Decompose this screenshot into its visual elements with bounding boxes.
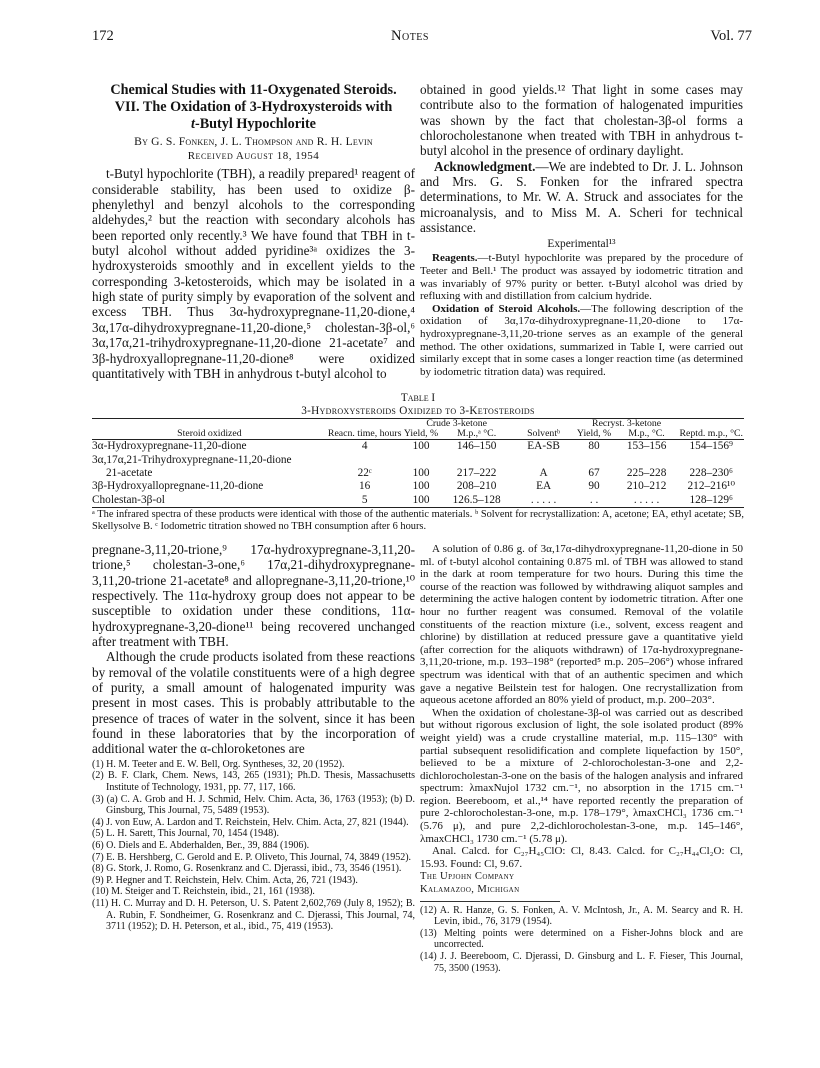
- table-cell-reptd: 212–216¹⁰: [687, 480, 735, 493]
- reference-item: (2) B. F. Clark, Chem. News, 143, 265 (1931); Ph.D. Thesis, Massachusetts Institute of Technology, 1931, pp. 77, 117, 166.: [92, 770, 415, 793]
- table-cell-mp: 146–150: [456, 440, 497, 453]
- reference-item: (11) H. C. Murray and D. H. Peterson, U. S. Patent 2,602,769 (July 8, 1952); B. A. Rubin, F. Sondheimer, G. Rosenkranz and C. Djerassi, This Journal, 74, 3711 (1952); D. H. Peterson, et al., ibid., 75, 419 (1953).: [92, 897, 415, 933]
- table-cell-solvent: A: [539, 467, 548, 479]
- table-cell-ryield: [573, 454, 614, 467]
- table-cell-yield: [403, 454, 440, 467]
- left-column-top: [92, 82, 415, 381]
- table-cell-solvent: [514, 454, 574, 467]
- table-cell-steroid: 3β-Hydroxyallopregnane-11,20-dione: [92, 480, 264, 493]
- table-cell-ryield: 67: [588, 467, 600, 479]
- table-cell-rmp: . . . . .: [633, 493, 660, 506]
- table-cell-ryield: . .: [589, 493, 599, 506]
- table-1: [92, 392, 744, 534]
- table-row: [92, 480, 744, 493]
- procedure-paragraph: A solution of 0.86 g. of 3α,17α-dihydroxypregnane-11,20-dione in 50 ml. of t-butyl alcohol containing 0.875 ml. of TBH was allowed to stand in the dark at room temperature for two hours. During this time the course of the reaction was followed by withdrawing aliquot samples and determining the active halogen content by iodometric titration. After one hour no further reagent was consumed. Removal of the volatile constituents of the reaction mixture (i.e., solvent, excess reagent and chlorine) by distillation at reduced pressure gave a quantitative yield (after correction for the aliquots withdrawn) of 17α-hydroxypregnane-3,11,20-trione, m.p. 193–198° (reported⁵ m.p. 205–206°) whose infrared spectrum was identical with that of an authentic specimen and which gave a negative Beilstein test for halogen. One recrystallization from aqueous acetone afforded an 80% yield of product, m.p. 200–203°.: [420, 543, 743, 707]
- acknowledgment: Acknowledgment.—We are indebted to Dr. J. L. Johnson and Mrs. G. S. Fonken for the infrared spectra determinations, to Mr. W. A. Struck and associates for the microanalysis, and to Miss M. A. Scheri for technical assistance.: [420, 158, 743, 236]
- page-number: 172: [92, 28, 114, 44]
- table-cell-rmp: 153–156: [626, 440, 667, 453]
- reference-item: (1) H. M. Teeter and E. W. Bell, Org. Syntheses, 32, 20 (1952).: [92, 758, 345, 770]
- experimental-heading: Experimental¹³: [547, 238, 616, 251]
- table-cell-ryield: 80: [588, 440, 600, 453]
- table-row: [92, 494, 744, 508]
- reference-item: (3) (a) C. A. Grob and H. J. Schmid, Helv. Chim. Acta, 36, 1763 (1953); (b) D. Ginsburg, This Journal, 75, 5489 (1953).: [92, 793, 415, 817]
- table-cell-reptd: 128–129⁶: [689, 493, 733, 506]
- table-cell-mp: 208–210: [456, 480, 497, 493]
- table-cell-yield: 100: [412, 440, 430, 453]
- analysis: Anal. Calcd. for C₂₇H₄₅ClO: Cl, 8.43. Calcd. for C₂₇H₄₄Cl₂O: Cl, 15.93. Found: Cl, 9.67.: [420, 845, 743, 870]
- table-cell-time: 4: [361, 440, 368, 453]
- table-cell-time: 22ᶜ: [357, 467, 372, 479]
- intro-paragraph: t-Butyl hypochlorite (TBH), a readily prepared¹ reagent of considerable stability, has been used to oxidize β-phenylethyl and benzyl alcohols to the corresponding aldehydes,² but the reaction with secondary alcohols has been reported only recently.³ We have found that TBH in t-butyl alcohol without added pyridine³ᵃ oxidizes the 3-hydroxysteroids smoothly and in excellent yields to the corresponding 3-ketosteroids, which may be isolated in a high state of purity simply by evaporation of the solvent and excess TBH. Thus 3α-hydroxypregnane-11,20-dione,⁴ 3α,17α-dihydroxypregnane-11,20-dione,⁵ cholestan-3β-ol,⁶ 3α,17α,21-trihydroxypregnane-11,20-dione 21-acetate⁷ and 3β-hydroxyallopregnane-11,20-dione⁸ were oxidized quantitatively with TBH in anhydrous t-butyl alcohol to: [92, 166, 415, 381]
- table-cell-reptd: 154–156⁹: [689, 440, 733, 453]
- received-date: Received August 18, 1954: [187, 150, 320, 163]
- products-paragraph: pregnane-3,11,20-trione,⁹ 17α-hydroxypregnane-3,11,20-trione,⁵ cholestan-3-one,⁶ 17α,21-dihydroxypregnane-3,11,20-trione 21-acetate⁸ and allopregnane-3,11,20-trione,¹⁰ respectively. The 11α-hydroxy group does not appear to be susceptible to oxidation under these conditions, 11α-hydroxypregnane-3,20-dione¹¹ being recovered unchanged after treatment with TBH.: [92, 542, 415, 650]
- table-body: [92, 440, 744, 507]
- section-name: Notes: [391, 28, 429, 44]
- table-grid: [92, 418, 744, 508]
- right-column-top: [420, 82, 743, 378]
- table-cell-steroid: Cholestan-3β-ol: [92, 493, 165, 506]
- running-head: [0, 28, 820, 45]
- table-cell-time: 16: [359, 480, 371, 493]
- oxidation-paragraph: Oxidation of Steroid Alcohols.—The following description of the oxidation of 3α,17α-dihydroxypregnane-11,20-dione to 17α-hydroxypregnane-3,11,20-trione serves as an example of the general method. The other oxidations, summarized in Table I, were carried out similarly except that in some cases a longer reaction time (as determined by iodometric titration data) was required.: [420, 302, 743, 378]
- table-cell-rmp: [615, 454, 679, 467]
- authors: By G. S. Fonken, J. L. Thompson and R. H. Levin: [134, 135, 373, 149]
- table-row: [92, 467, 744, 480]
- table-cell-steroid: 3α,17α,21-Trihydroxypregnane-11,20-dione: [92, 453, 292, 466]
- table-cell-mp: 217–222: [456, 467, 497, 479]
- cholestane-paragraph: When the oxidation of cholestane-3β-ol was carried out as described but without rigorous exclusion of light, the sole isolated product (89% weight yield) was a crude crystalline material, m.p. 115–130° with partial subsequent resolidification and complete liquefaction by 150°, believed to be a mixture of 2-chlorocholestan-3-one and 2,2-dichlorocholestan-3-one on the basis of the halogen analysis and infrared spectrum: λmaxNujol 1732 cm.⁻¹, no absorption in the 1715 cm.⁻¹ region. Beereboom, et al.,¹⁴ have reported recently the preparation of pure 2-chlorocholestan-3-one, m.p. 178–179°, λmaxCHCl₃ 1736 cm.⁻¹ (5.76 μ), and pure 2,2-dichlorocholestan-3-one, m.p. 145–146°, λmaxCHCl₃ 1730 cm.⁻¹ (5.78 μ).: [420, 706, 743, 845]
- table-row: [92, 454, 744, 467]
- right-column-bottom: [420, 543, 743, 974]
- table-cell-solvent: EA: [536, 480, 552, 493]
- table-cell-steroid: 21-acetate: [106, 467, 153, 479]
- table-cell-yield: 100: [412, 493, 430, 506]
- reference-item: (10) M. Steiger and T. Reichstein, ibid., 21, 161 (1938).: [92, 886, 315, 898]
- reference-item: (6) O. Diels and E. Abderhalden, Ber., 39, 884 (1906).: [92, 839, 310, 851]
- purity-paragraph: Although the crude products isolated from these reactions by removal of the volatile constituents were of a high degree of purity, a small amount of halogenated impurity was present in most cases. This is probably attributable to the presence of traces of water in the solvent, since it has been found in these laboratories that by the incorporation of additional water the α-chloroketones are: [92, 649, 415, 757]
- reference-item: (5) L. H. Sarett, This Journal, 70, 1454 (1948).: [92, 828, 280, 840]
- table-cell-steroid: 3α-Hydroxypregnane-11,20-dione: [92, 440, 247, 453]
- table-title: Table I: [400, 392, 436, 404]
- footnote-rule: [420, 901, 560, 902]
- reference-item: (13) Melting points were determined on a Fisher-Johns block and are uncorrected.: [420, 927, 743, 951]
- table-cell-yield: 100: [412, 467, 430, 479]
- table-cell-mp: [440, 454, 514, 467]
- table-cell-rmp: 210–212: [626, 480, 667, 493]
- table-footnote: ᵃ The infrared spectra of these products were identical with those of the authentic materials. ᵇ Solvent for recrystallization: A, acetone; EA, ethyl acetate; SB, Skellysolve B. ᶜ Iodometric titration showed no TBH consumption after 6 hours.: [92, 508, 744, 533]
- table-header-row: Steroid oxidized Reacn. time, hours Yield, % Crude 3-ketone M.p.,ᵃ °C. Solventᵇ Yield, % Recryst. 3-ketone M.p., °C. Reptd. m.p., °C.: [92, 419, 744, 440]
- volume-label: Vol. 77: [710, 28, 752, 44]
- reference-item: (9) P. Hegner and T. Reichstein, Helv. Chim. Acta, 26, 721 (1943).: [92, 874, 358, 886]
- table-cell-time: 5: [361, 493, 368, 506]
- table-cell-time: [327, 454, 403, 467]
- table-cell-ryield: 90: [588, 480, 600, 493]
- left-column-bottom: [92, 542, 415, 933]
- table-row: [92, 440, 744, 454]
- right-intro-paragraph: obtained in good yields.¹² That light in some cases may contribute also to the formation of halogenated impurities was shown by the fact that cholestan-3β-ol forms a chlorocholestanone when treated with TBH in anhydrous t-butyl alcohol in the presence of ordinary daylight.: [420, 82, 743, 159]
- table-cell-reptd: 228–230⁶: [689, 467, 733, 479]
- table-subtitle: 3-Hydroxysteroids Oxidized to 3-Ketosteroids: [301, 405, 535, 417]
- table-cell-mp: 126.5–128: [452, 493, 501, 506]
- table-cell-rmp: 225–228: [626, 467, 667, 479]
- table-cell-reptd: [679, 454, 744, 467]
- references-left: [92, 759, 415, 933]
- reference-item: (14) J. J. Beereboom, C. Djerassi, D. Ginsburg and L. F. Fieser, This Journal, 75, 3500 (1953).: [420, 951, 743, 974]
- reference-item: (4) J. von Euw, A. Lardon and T. Reichstein, Helv. Chim. Acta, 27, 821 (1944).: [92, 816, 409, 828]
- article-title: Chemical Studies with 11-Oxygenated Steroids. VII. The Oxidation of 3-Hydroxysteroids with t-Butyl Hypochlorite: [110, 82, 397, 132]
- table-cell-solvent: EA-SB: [527, 440, 560, 453]
- affiliation: The Upjohn Company Kalamazoo, Michigan: [420, 871, 520, 896]
- reference-item: (8) G. Stork, J. Romo, G. Rosenkranz and C. Djerassi, ibid., 73, 3546 (1951).: [92, 863, 402, 875]
- reagents-paragraph: Reagents.—t-Butyl hypochlorite was prepared by the procedure of Teeter and Bell.¹ The product was assayed by iodometric titration and was invariably of 97% purity or better. t-Butyl alcohol was dried by refluxing with and distillation from calcium hydride.: [420, 252, 743, 303]
- table-cell-solvent: . . . . .: [530, 493, 557, 506]
- reference-item: (12) A. R. Hanze, G. S. Fonken, A. V. McIntosh, Jr., A. M. Searcy and R. H. Levin, ibid., 76, 3179 (1954).: [420, 904, 743, 928]
- table-cell-yield: 100: [412, 480, 430, 493]
- references-right: [420, 905, 743, 975]
- reference-item: (7) E. B. Hershberg, C. Gerold and E. P. Oliveto, This Journal, 74, 3849 (1952).: [92, 851, 412, 863]
